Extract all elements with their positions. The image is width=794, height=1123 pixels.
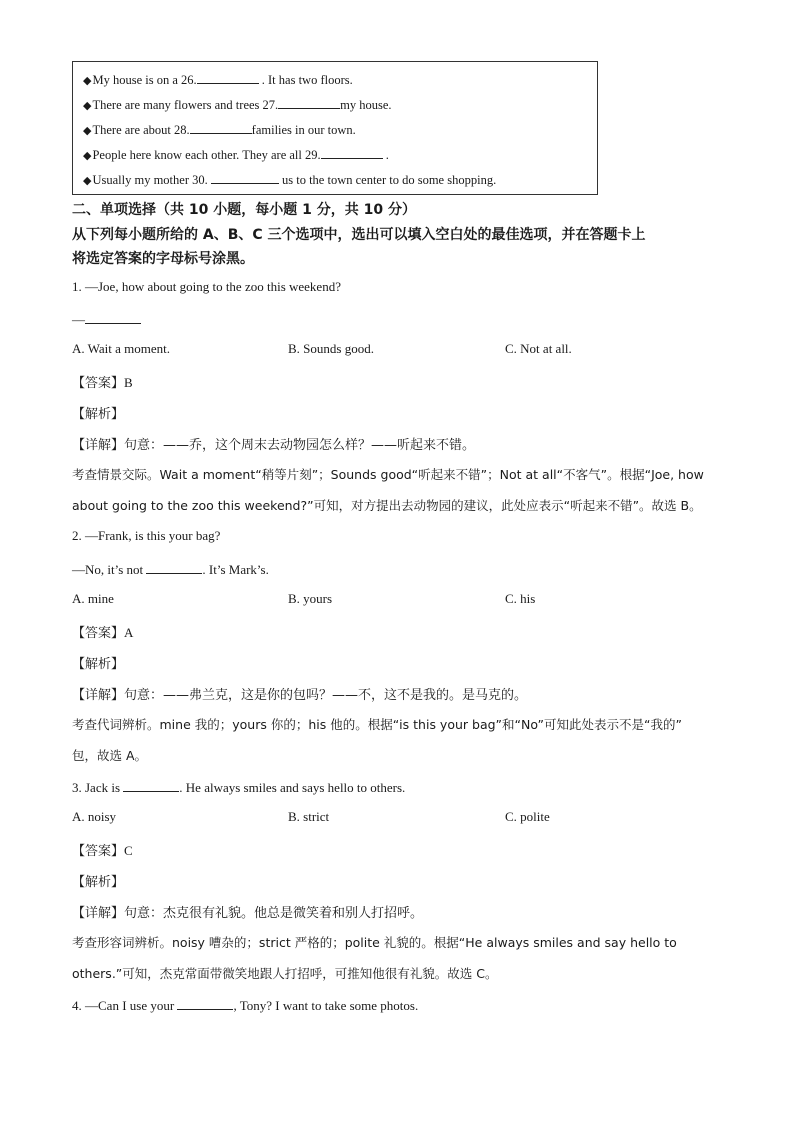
answer-blank-2 — [146, 560, 202, 574]
answer-blank-3 — [123, 778, 179, 792]
answer-blank-28 — [190, 120, 252, 134]
question-2-analysis-label: 【解析】 — [72, 657, 125, 672]
question-1-explanation-line2: about going to the zoo this weekend?”可知，对方提出去动物园的建议，此处应表示“听起来不错”。故选 B。 — [72, 498, 702, 513]
diamond-bullet-icon: ◆ — [83, 75, 92, 87]
question-1-option-b: B. Sounds good. — [288, 341, 374, 356]
section-instruction-line2: 将选定答案的字母标号涂黑。 — [72, 251, 254, 267]
answer-blank-4 — [177, 996, 233, 1010]
question-3-detail: 【详解】句意：杰克很有礼貌。他总是微笑着和别人打招呼。 — [72, 906, 424, 921]
question-1-reply: — — [72, 310, 141, 328]
passage-line-30: ◆Usually my mother 30. us to the town center to do some shopping. — [83, 169, 597, 194]
question-3-analysis-label: 【解析】 — [72, 875, 125, 890]
answer-blank-30 — [211, 170, 279, 184]
question-2-answer: 【答案】A — [72, 625, 134, 641]
question-3-answer: 【答案】C — [72, 843, 133, 859]
question-2-reply: —No, it’s not . It’s Mark’s. — [72, 562, 269, 577]
question-3-explanation-line1: 考查形容词辨析。noisy 嘈杂的；strict 严格的；polite 礼貌的。根据“He always smiles and say hello to — [72, 935, 677, 950]
answer-blank-26 — [197, 70, 259, 84]
question-3-option-a: A. noisy — [72, 809, 117, 824]
answer-blank-1 — [85, 310, 141, 324]
question-2-option-c: C. his — [505, 591, 536, 606]
diamond-bullet-icon: ◆ — [83, 150, 92, 162]
question-3-option-b: B. strict — [288, 809, 330, 824]
passage-line-27: ◆There are many flowers and trees 27. my house. — [83, 94, 597, 119]
passage-line-28: ◆There are about 28. families in our town. — [83, 119, 597, 144]
question-2-stem: 2. —Frank, is this your bag? — [72, 528, 221, 543]
question-3-option-c: C. polite — [505, 809, 550, 824]
question-1-analysis-label: 【解析】 — [72, 407, 125, 422]
question-4-stem: 4. —Can I use your , Tony? I want to take some photos. — [72, 998, 419, 1013]
diamond-bullet-icon: ◆ — [83, 175, 92, 187]
question-3-explanation-line2: others.”可知，杰克常面带微笑地跟人打招呼，可推知他很有礼貌。故选 C。 — [72, 966, 498, 981]
passage-line-26: ◆My house is on a 26. . It has two floors. — [83, 69, 597, 94]
diamond-bullet-icon: ◆ — [83, 125, 92, 137]
answer-blank-29 — [321, 145, 383, 159]
question-1-option-a: A. Wait a moment. — [72, 341, 171, 356]
question-2-detail: 【详解】句意：——弗兰克，这是你的包吗？——不，这不是我的。是马克的。 — [72, 688, 528, 703]
question-2-option-a: A. mine — [72, 591, 114, 606]
question-2-explanation-line1: 考查代词辨析。mine 我的；yours 你的；his 他的。根据“is this your bag”和“No”可知此处表示不是“我的” — [72, 717, 682, 732]
question-2-option-b: B. yours — [288, 591, 333, 606]
question-1-detail: 【详解】句意：——乔，这个周末去动物园怎么样？——听起来不错。 — [72, 438, 476, 453]
question-1-option-c: C. Not at all. — [505, 341, 572, 356]
passage-line-29: ◆People here know each other. They are all 29. . — [83, 144, 597, 169]
passage-box — [72, 61, 598, 195]
question-1-explanation-line1: 考查情景交际。Wait a moment“稍等片刻”；Sounds good“听起来不错”；Not at all“不客气”。根据“Joe, how — [72, 467, 704, 482]
question-3-stem: 3. Jack is . He always smiles and says hello to others. — [72, 780, 406, 795]
answer-blank-27 — [278, 95, 340, 109]
section-instruction-line1: 从下列每小题所给的 A、B、C 三个选项中，选出可以填入空白处的最佳选项，并在答题卡上 — [72, 227, 646, 243]
question-1-stem: 1. —Joe, how about going to the zoo this weekend? — [72, 279, 341, 294]
section-title: 二、单项选择（共 10 小题，每小题 1 分，共 10 分） — [72, 202, 416, 218]
question-1-answer: 【答案】B — [72, 375, 133, 391]
question-2-explanation-line2: 包，故选 A。 — [72, 748, 148, 763]
diamond-bullet-icon: ◆ — [83, 100, 92, 112]
